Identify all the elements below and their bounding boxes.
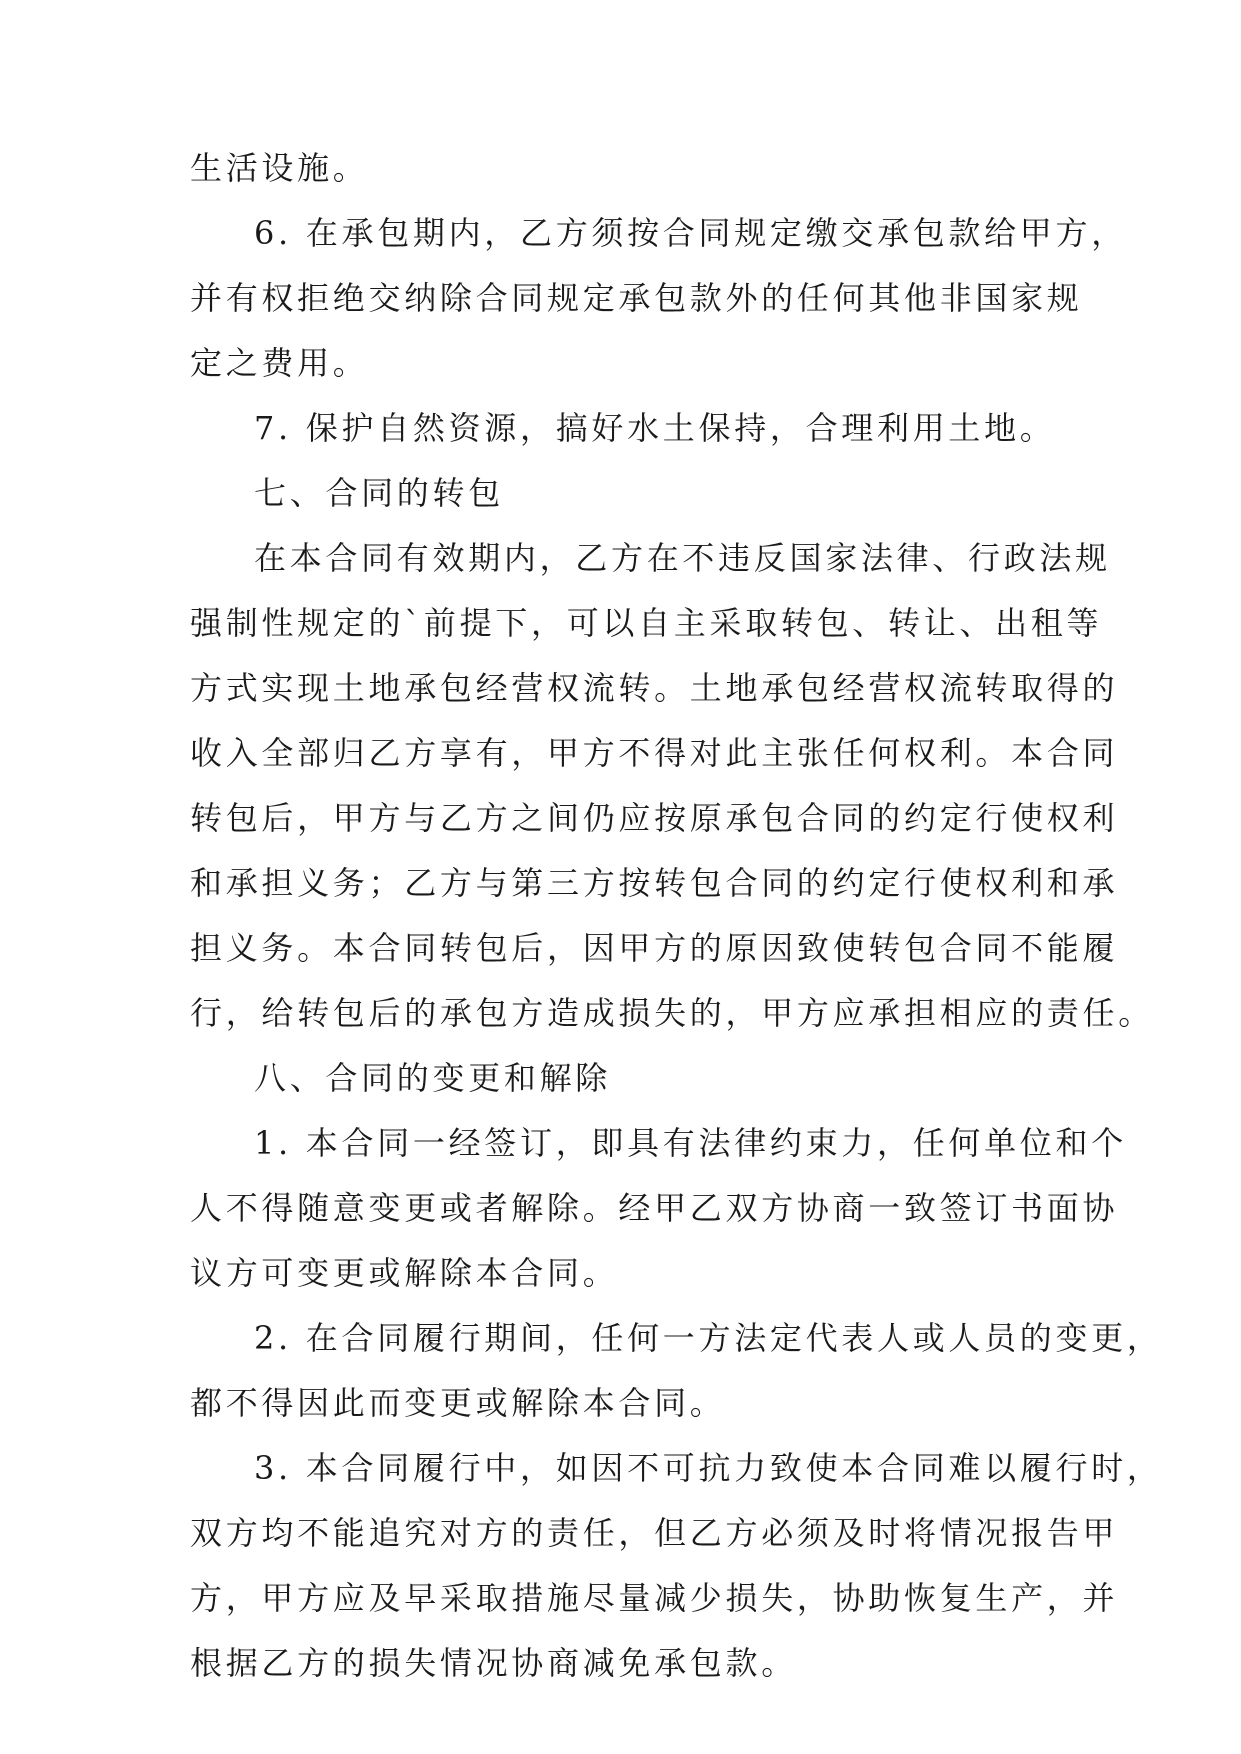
section-heading: 八、合同的变更和解除 (254, 1059, 612, 1097)
paragraph-line: 定之费用。 (190, 344, 369, 382)
paragraph-line: 转包后，甲方与乙方之间仍应按原承包合同的约定行使权利 (190, 799, 1119, 837)
paragraph-line: 和承担义务；乙方与第三方按转包合同的约定行使权利和承 (190, 864, 1119, 902)
paragraph-line: 收入全部归乙方享有，甲方不得对此主张任何权利。本合同 (190, 734, 1119, 772)
paragraph-line: 行，给转包后的承包方造成损失的，甲方应承担相应的责任。 (190, 994, 1154, 1032)
paragraph-line: 并有权拒绝交纳除合同规定承包款外的任何其他非国家规 (190, 279, 1083, 317)
paragraph-line: 7. 保护自然资源，搞好水土保持，合理利用土地。 (254, 409, 1056, 447)
paragraph-line: 方，甲方应及早采取措施尽量减少损失，协助恢复生产，并 (190, 1579, 1119, 1617)
paragraph-line: 生活设施。 (190, 149, 369, 187)
paragraph-line: 在本合同有效期内，乙方在不违反国家法律、行政法规 (254, 539, 1111, 577)
paragraph-line: 3. 本合同履行中，如因不可抗力致使本合同难以履行时， (254, 1449, 1163, 1487)
paragraph-line: 2. 在合同履行期间，任何一方法定代表人或人员的变更， (254, 1319, 1163, 1357)
paragraph-line: 1. 本合同一经签订，即具有法律约束力，任何单位和个 (254, 1124, 1127, 1162)
paragraph-line: 强制性规定的`前提下，可以自主采取转包、转让、出租等 (190, 604, 1103, 642)
paragraph-line: 议方可变更或解除本合同。 (190, 1254, 619, 1292)
paragraph-line: 根据乙方的损失情况协商减免承包款。 (190, 1644, 797, 1682)
paragraph-line: 双方均不能追究对方的责任，但乙方必须及时将情况报告甲 (190, 1514, 1119, 1552)
section-heading: 七、合同的转包 (254, 474, 504, 512)
paragraph-line: 都不得因此而变更或解除本合同。 (190, 1384, 726, 1422)
paragraph-line: 担义务。本合同转包后，因甲方的原因致使转包合同不能履 (190, 929, 1119, 967)
paragraph-line: 方式实现土地承包经营权流转。土地承包经营权流转取得的 (190, 669, 1119, 707)
paragraph-line: 人不得随意变更或者解除。经甲乙双方协商一致签订书面协 (190, 1189, 1119, 1227)
paragraph-line: 6. 在承包期内，乙方须按合同规定缴交承包款给甲方， (254, 214, 1127, 252)
